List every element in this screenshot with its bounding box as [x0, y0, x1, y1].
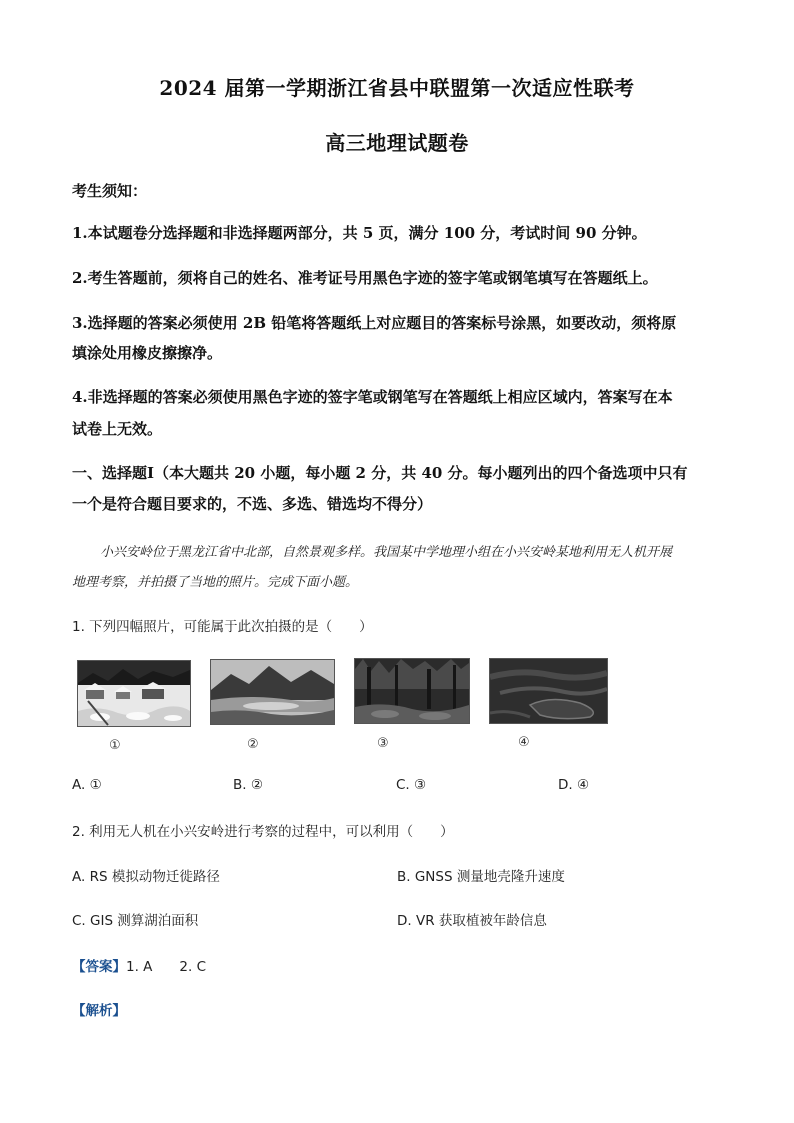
- q2-option-a: A. RS 模拟动物迁徙路径: [72, 869, 220, 885]
- notice-item-1: 1.本试题卷分选择题和非选择题两部分，共 5 页，满分 100 分，考试时间 90 分钟。: [72, 224, 647, 242]
- notice-item-3: 3.选择题的答案必须使用 2B 铅笔将答题纸上对应题目的答案标号涂黑，如要改动，须将原: [72, 314, 677, 332]
- q2-option-b: B. GNSS 测量地壳隆升速度: [397, 869, 565, 885]
- passage-line1: 小兴安岭位于黑龙江省中北部，自然景观多样。我国某中学地理小组在小兴安岭某地利用无人机开展: [100, 545, 673, 560]
- q1-option-c: C. ③: [396, 777, 427, 793]
- q1-option-d: D. ④: [558, 777, 590, 793]
- q2-option-c: C. GIS 测算湖泊面积: [72, 913, 199, 929]
- section-heading-line1: 一、选择题Ⅰ（本大题共 20 小题，每小题 2 分，共 40 分。每小题列出的四个备选项中只有: [72, 464, 688, 482]
- photo-label-3: ③: [377, 736, 389, 751]
- section-heading-line2: 一个是符合题目要求的，不选、多选、错选均不得分）: [72, 495, 433, 513]
- notice-item-4-cont: 试卷上无效。: [72, 420, 163, 438]
- q1-option-b: B. ②: [233, 777, 263, 793]
- notice-heading: 考生须知：: [72, 182, 148, 200]
- q2-stem: 2. 利用无人机在小兴安岭进行考察的过程中，可以利用（ ）: [72, 824, 454, 840]
- notice-item-3-cont: 填涂处用橡皮擦擦净。: [72, 344, 223, 362]
- photo-3-forest: [354, 658, 470, 724]
- notice-item-4: 4.非选择题的答案必须使用黑色字迹的签字笔或钢笔写在答题纸上相应区域内，答案写在本: [72, 388, 673, 406]
- photo-2-mountain-lake: [210, 659, 335, 725]
- answer-text: 1. A 2. C: [126, 959, 207, 975]
- page-title: 2024 届第一学期浙江省县中联盟第一次适应性联考: [159, 76, 635, 100]
- notice-item-2: 2.考生答题前，须将自己的姓名、准考证号用黑色字迹的签字笔或钢笔填写在答题纸上。: [72, 269, 658, 287]
- photo-1-snow-village: [77, 660, 191, 727]
- q1-stem: 1. 下列四幅照片，可能属于此次拍摄的是（ ）: [72, 619, 373, 635]
- page-subtitle: 高三地理试题卷: [325, 131, 469, 155]
- photo-label-2: ②: [247, 737, 259, 752]
- photo-label-4: ④: [518, 735, 530, 750]
- passage-line2: 地理考察，并拍摄了当地的照片。完成下面小题。: [72, 575, 359, 590]
- photo-4-water-terrain: [489, 658, 608, 724]
- answer-line: [72, 955, 206, 975]
- answer-tag: 【答案】: [72, 959, 126, 975]
- photo-label-1: ①: [109, 738, 121, 753]
- analysis-tag: 【解析】: [72, 1003, 126, 1019]
- q2-option-d: D. VR 获取植被年龄信息: [397, 913, 547, 929]
- q1-option-a: A. ①: [72, 777, 102, 793]
